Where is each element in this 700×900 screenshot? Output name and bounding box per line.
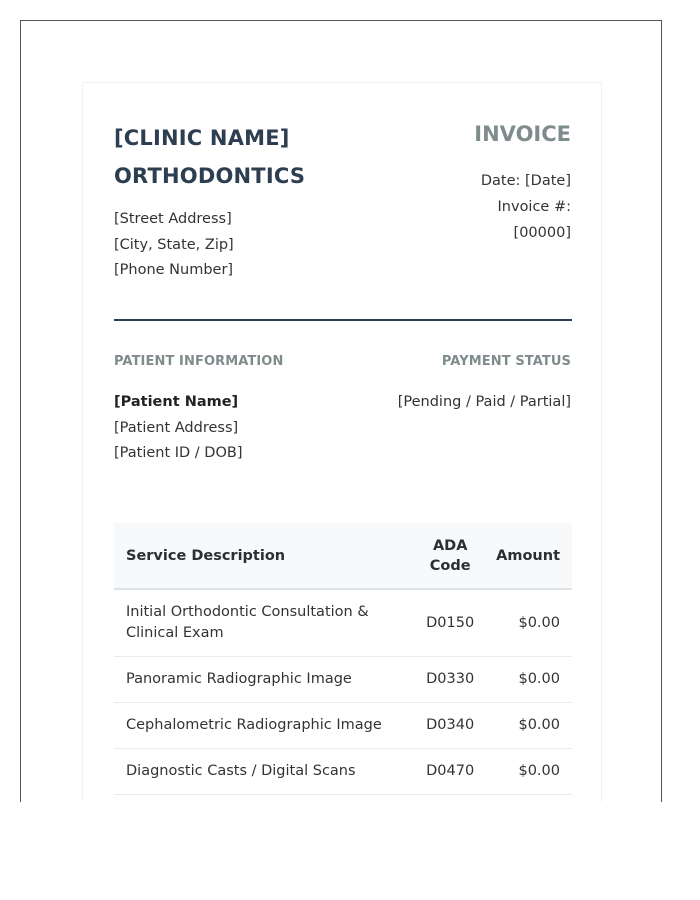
service-amount: $0.00: [484, 657, 572, 703]
table-row: [114, 749, 572, 795]
service-description: Diagnostic Casts / Digital Scans: [114, 749, 416, 795]
service-amount: $0.00: [484, 749, 572, 795]
clinic-street: [Street Address]: [114, 211, 232, 227]
table-row: [114, 657, 572, 703]
table-header-row: [114, 523, 572, 589]
invoice-meta: [431, 168, 571, 246]
patient-info-label: PATIENT INFORMATION: [114, 354, 284, 369]
header-divider: [114, 319, 572, 321]
header-ada-code-line1: ADA: [432, 537, 468, 554]
payment-status-label: PAYMENT STATUS: [441, 354, 571, 369]
patient-info: [114, 390, 242, 467]
invoice-date: Date: [Date]: [480, 173, 571, 189]
service-amount: $0.00: [484, 589, 572, 657]
payment-status-value: [Pending / Paid / Partial]: [397, 394, 571, 410]
table-row: [114, 589, 572, 657]
clinic-address: [114, 207, 234, 284]
table-row: [114, 703, 572, 749]
service-code: D0150: [416, 589, 484, 657]
service-description: Initial Orthodontic Consultation & Clinical Exam: [114, 589, 416, 657]
invoice-number: [00000]: [513, 225, 571, 241]
header-amount: Amount: [484, 523, 572, 589]
service-amount: $0.00: [484, 703, 572, 749]
clinic-name-line1: [CLINIC NAME]: [114, 126, 290, 150]
patient-name: [Patient Name]: [114, 394, 239, 410]
patient-id-dob: [Patient ID / DOB]: [114, 445, 243, 461]
clinic-city: [City, State, Zip]: [114, 236, 234, 253]
clinic-name: [114, 119, 305, 195]
invoice-sheet: [82, 82, 602, 802]
header-ada-code: [416, 523, 484, 589]
service-code: D0340: [416, 703, 484, 749]
clinic-phone: [Phone Number]: [114, 262, 234, 278]
service-description: Panoramic Radiographic Image: [114, 657, 416, 703]
clinic-name-line2: ORTHODONTICS: [114, 164, 306, 188]
header-ada-code-line2: Code: [429, 557, 471, 574]
service-code: D0470: [416, 749, 484, 795]
patient-address: [Patient Address]: [114, 419, 239, 436]
invoice-title: INVOICE: [474, 122, 571, 146]
document-frame: [20, 20, 662, 802]
header-service-description: Service Description: [114, 523, 416, 589]
services-table: [114, 523, 572, 795]
service-code: D0330: [416, 657, 484, 703]
invoice-number-label: Invoice #:: [497, 199, 571, 215]
service-description: Cephalometric Radiographic Image: [114, 703, 416, 749]
